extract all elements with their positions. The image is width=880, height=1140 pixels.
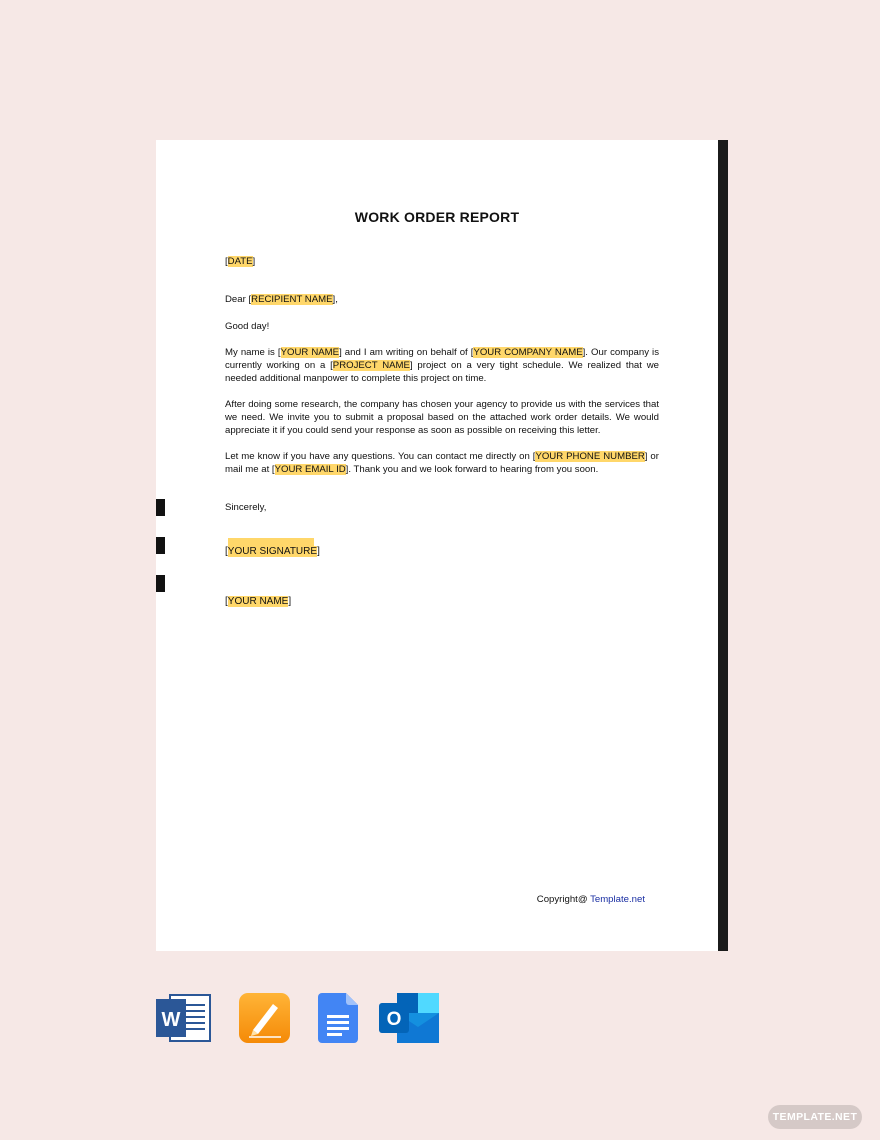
paragraph-research: After doing some research, the company has chosen your agency to provide us with the services that we need. We invite you to submit a proposal based on the attached work order details. We would appreciate it if you could send your response as soon as possible on receiving this letter. <box>225 399 659 436</box>
svg-text:O: O <box>386 1009 402 1030</box>
copyright-notice: Copyright@ Template.net <box>536 894 645 905</box>
document-title: WORK ORDER REPORT <box>354 209 520 225</box>
phone-placeholder: YOUR PHONE NUMBER <box>535 451 645 462</box>
svg-text:W: W <box>161 1009 181 1031</box>
document-edge-shadow <box>718 140 728 951</box>
closing: Sincerely, <box>225 502 267 513</box>
project-name-placeholder: PROJECT NAME <box>332 360 410 371</box>
google-docs-icon[interactable] <box>318 993 358 1048</box>
paragraph-intro: My name is [YOUR NAME] and I am writing on behalf of [YOUR COMPANY NAME]. Our company is currently working on a [PROJECT NAME] project on a very tight schedule. We realized that we needed additional manpower to complete this project on time. <box>225 347 659 384</box>
your-name-placeholder: YOUR NAME <box>280 347 340 358</box>
microsoft-word-icon[interactable] <box>156 993 212 1048</box>
signature-placeholder: YOUR SIGNATURE <box>227 546 318 557</box>
salutation: Dear [RECIPIENT NAME], <box>225 294 338 305</box>
microsoft-outlook-icon[interactable] <box>379 993 439 1048</box>
side-marker <box>156 499 165 516</box>
recipient-placeholder: RECIPIENT NAME <box>251 294 333 305</box>
date-line: [DATE] <box>225 256 256 267</box>
side-marker <box>156 537 165 554</box>
greeting: Good day! <box>225 321 270 332</box>
name-line: [YOUR NAME] <box>225 596 292 607</box>
copyright-link[interactable]: Template.net <box>590 894 645 905</box>
name-placeholder: YOUR NAME <box>227 596 289 607</box>
apple-pages-icon[interactable] <box>239 993 290 1048</box>
email-placeholder: YOUR EMAIL ID <box>274 464 346 475</box>
template-net-watermark: TEMPLATE.NET <box>768 1105 862 1129</box>
side-marker <box>156 575 165 592</box>
signature-line: [YOUR SIGNATURE] <box>225 538 659 551</box>
date-placeholder: DATE <box>227 256 253 267</box>
document-page <box>156 140 718 951</box>
company-name-placeholder: YOUR COMPANY NAME <box>473 347 583 358</box>
paragraph-contact: Let me know if you have any questions. You can contact me directly on [YOUR PHONE NUMBER] or mail me at [YOUR EMAIL ID]. Thank you and we look forward to hearing from you soon. <box>225 451 659 475</box>
